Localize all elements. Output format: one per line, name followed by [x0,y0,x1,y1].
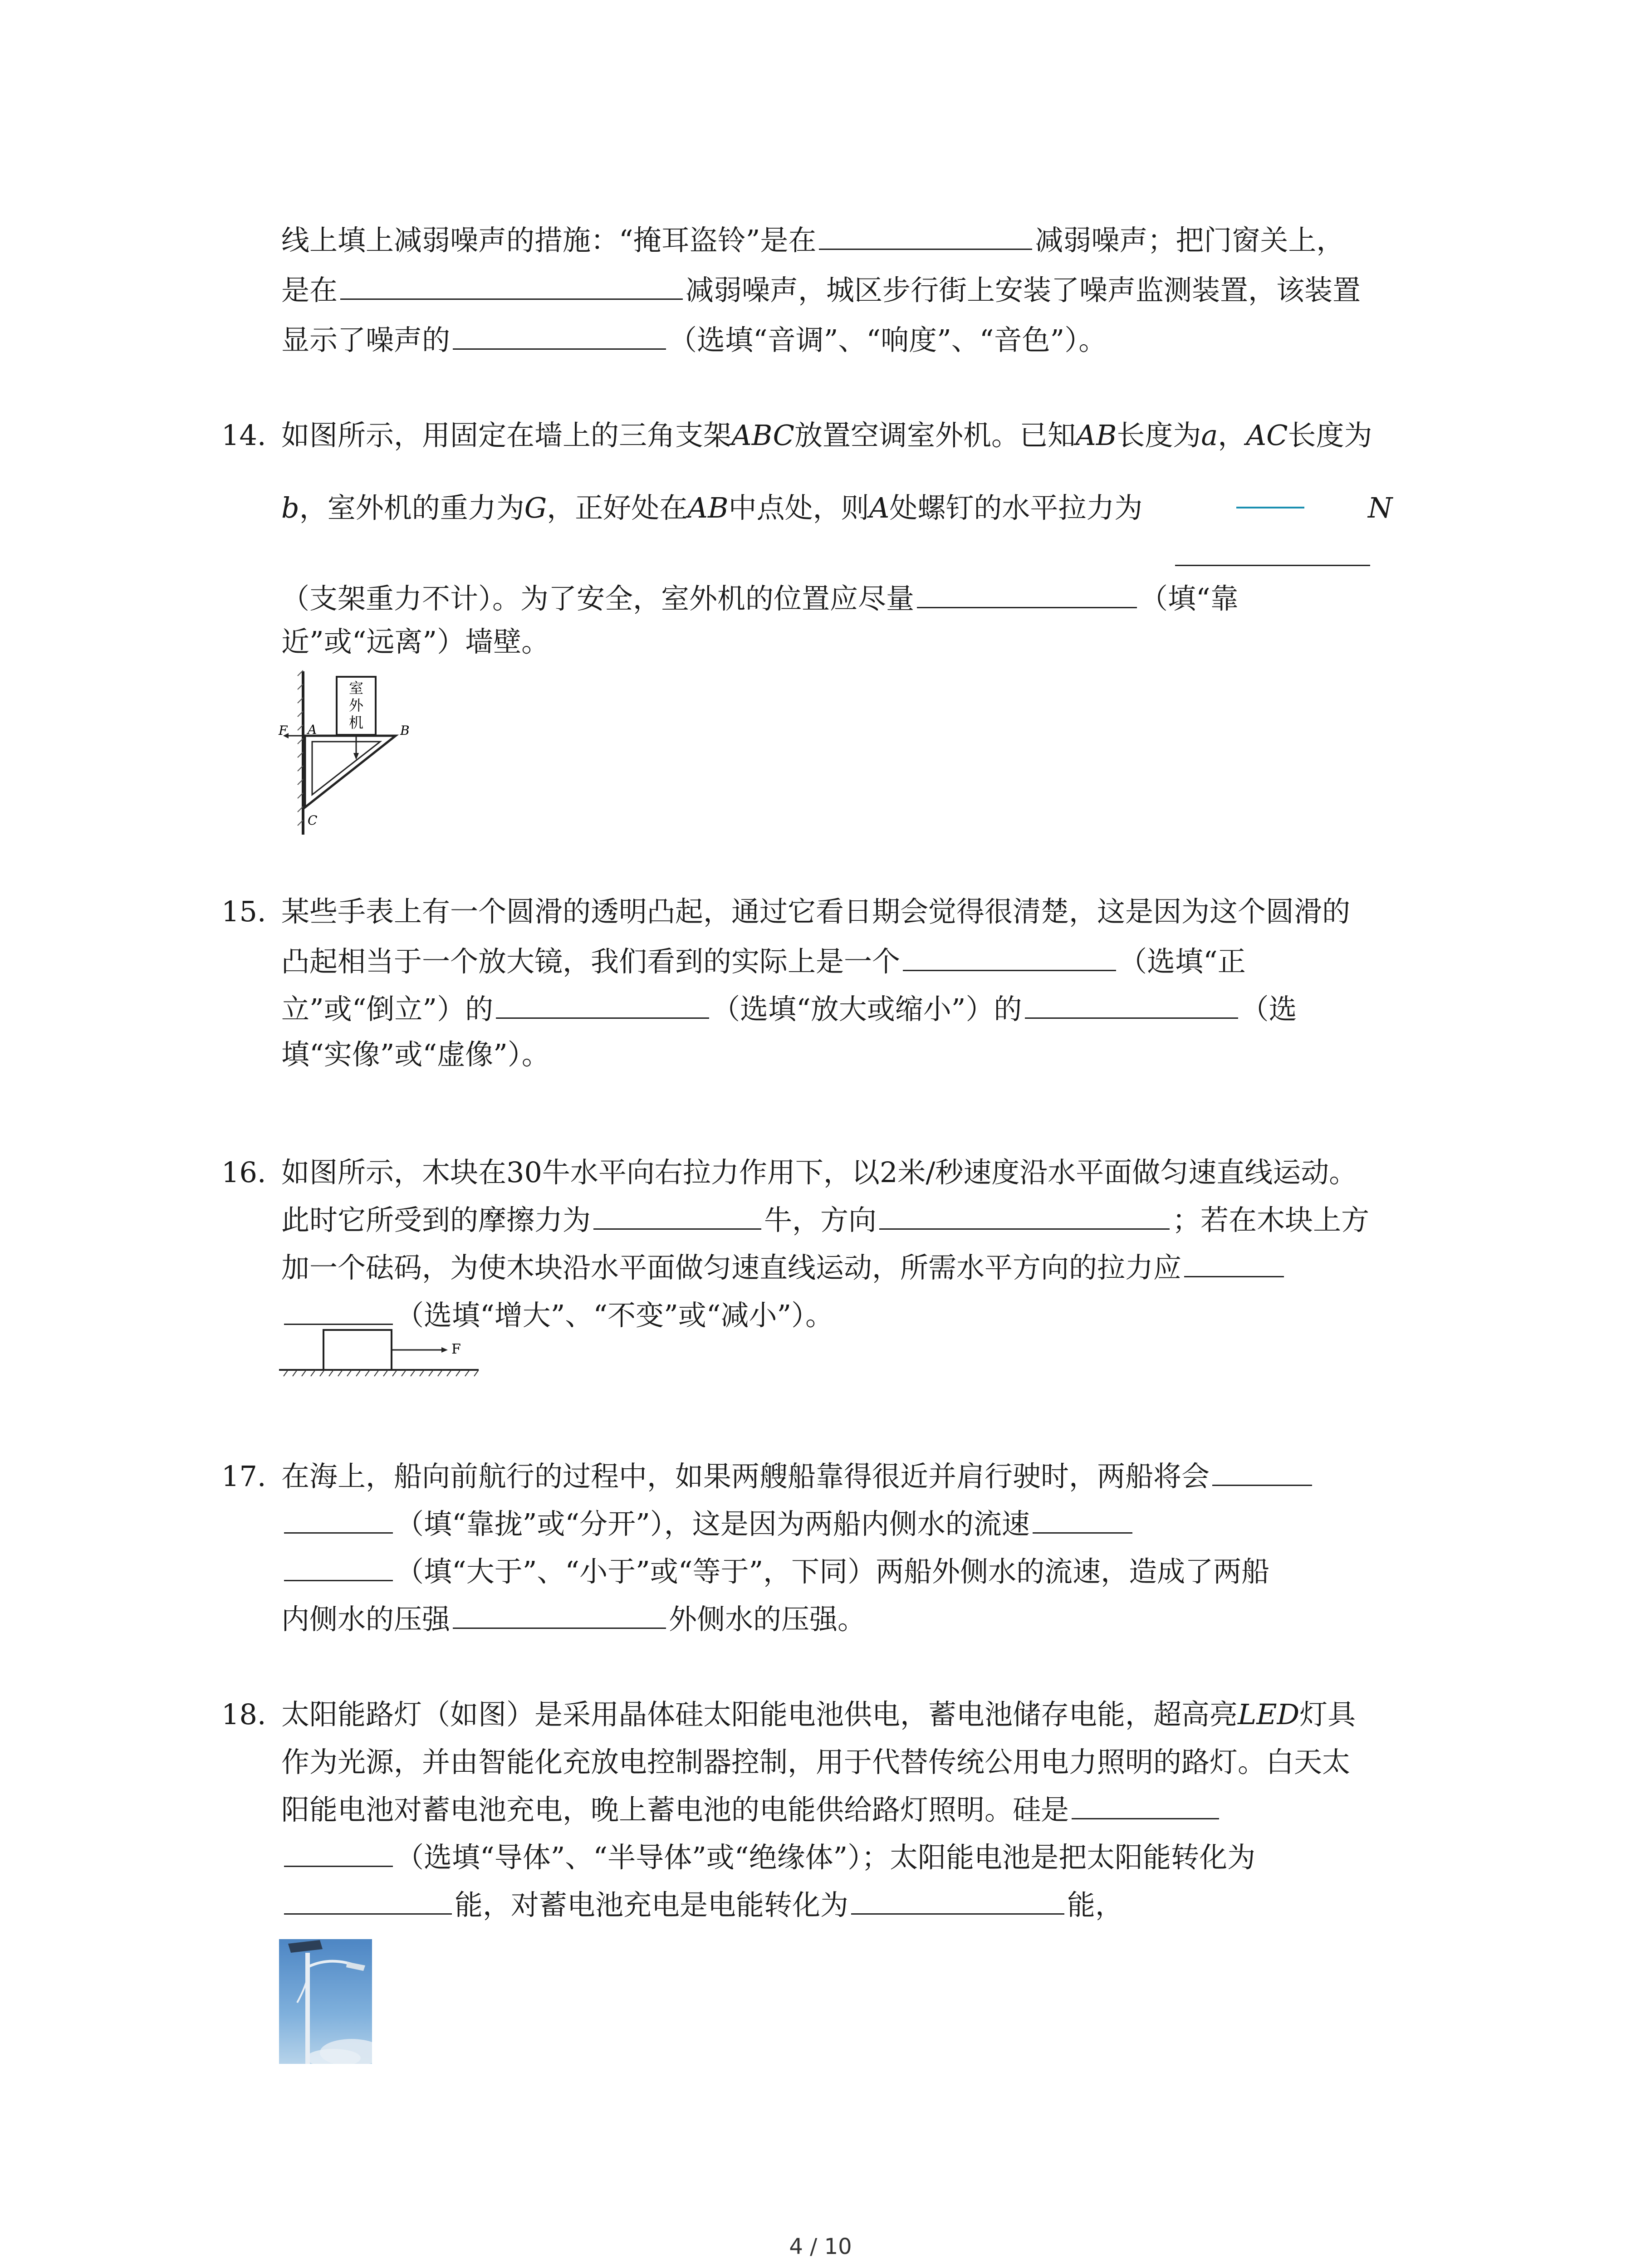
q17-text: 外侧水的压强。 [669,1603,866,1636]
question-number: 15. [221,895,266,928]
q14-text: ， [1218,419,1246,452]
q16-text: 米/秒速度沿水平面做匀速直线运动。 [897,1156,1357,1189]
answer-blank[interactable] [284,1838,393,1867]
box-label: 机 [348,714,364,731]
answer-blank[interactable] [340,270,683,300]
q15-line-1 [281,887,1432,937]
q16-text: 此时它所受到的摩擦力为 [281,1203,591,1237]
triangle-bracket [305,736,396,807]
box-label: 外 [348,697,364,714]
answer-blank[interactable] [284,1552,393,1581]
q15-text: （选 [1240,992,1297,1026]
answer-blank[interactable] [917,579,1137,608]
math-a: A [869,491,890,524]
q13-text: 是在 [281,274,338,307]
q17-line-4 [281,1594,1432,1644]
q15-text: 立”或“倒立”）的 [281,992,494,1026]
question-number: 18. [221,1698,266,1731]
q17-line-1 [281,1452,1432,1501]
answer-blank[interactable] [284,1885,452,1915]
q15-text: 某些手表上有一个圆滑的透明凸起，通过它看日期会觉得很清楚，这是因为这个圆滑的 [281,895,1351,928]
q13-text: 减弱噪声；把门窗关上， [1035,224,1345,257]
fraction-bar [1236,507,1304,508]
math-ab: AB [1075,419,1117,452]
q14-line-4 [281,617,1432,667]
q13-line-3 [281,315,1432,365]
answer-blank[interactable] [593,1200,761,1230]
math-led: LED [1238,1698,1300,1731]
answer-blank[interactable] [453,320,666,350]
q14-text: 长度为 [1288,419,1372,452]
answer-blank[interactable] [453,1599,666,1629]
unit-label: N [1368,491,1393,524]
q18-text: 作为光源，并由智能化充放电控制器控制，用于代替传统公用电力照明的路灯。白天太 [281,1745,1351,1779]
q17-line-2 [281,1499,1432,1549]
answer-blank[interactable] [819,220,1032,250]
answer-blank[interactable] [1184,1248,1284,1277]
q14-text: ，正好处在 [547,491,688,524]
q15-line-4 [281,1030,1432,1080]
q18-text: 灯具 [1299,1698,1356,1731]
math-g: G [524,491,547,524]
answer-blank[interactable] [879,1200,1170,1230]
q14-text: 如图所示，用固定在墙上的三角支架 [281,419,732,452]
math-abc: ABC [731,419,794,452]
q18-text: 能，对蓄电池充电是电能转化为 [455,1888,849,1921]
q16-text: （选填“增大”、“不变”或“减小”）。 [396,1299,834,1332]
q16-text: 加一个砝码，为使木块沿水平面做匀速直线运动，所需水平方向的拉力应 [281,1251,1182,1284]
question-number: 14. [221,419,266,452]
q18-text: 阳能电池对蓄电池充电，晚上蓄电池的电能供给路灯照明。硅是 [281,1793,1069,1826]
block-diagram [279,1325,497,1381]
q18-text: （选填“导体”、“半导体”或“绝缘体”）；太阳能电池是把太阳能转化为 [396,1841,1256,1874]
label-f: F [451,1341,461,1357]
q16-value: 2 [879,1156,898,1189]
box-label: 室 [348,679,364,697]
bracket-diagram [277,667,426,839]
q16-value: 30 [506,1156,542,1189]
label-c: C [308,813,318,828]
q17-text: 内侧水的压强 [281,1603,451,1636]
q18-line-3 [281,1785,1432,1835]
answer-blank[interactable] [1175,565,1370,566]
q16-text: 如图所示，木块在 [281,1156,507,1189]
answer-blank[interactable] [851,1885,1064,1915]
q13-line-2 [281,265,1432,315]
math-a: a [1201,419,1218,452]
q13-text: 线上填上减弱噪声的措施：“掩耳盗铃”是在 [281,224,817,257]
q13-text: 显示了噪声的 [281,323,451,357]
math-b: b [281,491,299,524]
q14-line-1 [281,411,1432,460]
q14-text: 中点处，则 [728,491,869,524]
q16-text: ；若在木块上方 [1172,1203,1370,1237]
answer-blank[interactable] [1025,989,1238,1019]
q16-line-2 [281,1195,1432,1245]
q17-text: （填“靠拢”或“分开”），这是因为两船内侧水的流速 [396,1507,1030,1540]
q14-text: （填“靠 [1140,582,1239,615]
q14-text: ，室外机的重力为 [299,491,524,524]
q14-text: 近”或“远离”）墙壁。 [281,625,550,658]
q16-line-1 [281,1148,1432,1198]
q18-text: 太阳能路灯（如图）是采用晶体硅太阳能电池供电，蓄电池储存电能，超高亮 [281,1698,1238,1731]
answer-blank[interactable] [284,1295,393,1325]
q14-text: 处螺钉的水平拉力为 [889,491,1143,524]
label-a: A [308,722,317,737]
lamp-pole [305,1953,310,2064]
question-number: 16. [221,1156,266,1189]
answer-blank[interactable] [1033,1504,1132,1534]
triangle-inner [312,742,380,795]
answer-blank[interactable] [1212,1457,1312,1486]
q18-line-2 [281,1737,1432,1787]
math-ab: AB [687,491,729,524]
q16-text: 牛，方向 [764,1203,877,1237]
q14-text: 放置空调室外机。已知 [794,419,1076,452]
q14-text: 长度为 [1117,419,1201,452]
q15-text: （选填“放大或缩小”）的 [712,992,1022,1026]
solar-streetlight-photo [279,1939,372,2064]
answer-blank[interactable] [284,1504,393,1534]
q14-text: （支架重力不计）。为了安全，室外机的位置应尽量 [281,582,915,615]
q14-line-3 [281,574,1432,624]
q18-line-5 [281,1880,1432,1930]
q16-line-3 [281,1243,1432,1293]
answer-blank[interactable] [496,989,709,1019]
q16-text: 牛水平向右拉力作用下，以 [542,1156,880,1189]
q18-text: 能， [1067,1888,1124,1921]
label-b: B [400,723,410,738]
label-f: F [279,723,288,738]
answer-blank[interactable] [1072,1790,1219,1819]
q17-line-3 [281,1547,1432,1597]
question-number: 17. [221,1460,266,1493]
q13-text: 减弱噪声，城区步行街上安装了噪声监测装置，该装置 [686,274,1361,307]
q15-text: 填“实像”或“虚像”）。 [281,1038,550,1071]
q15-text: （选填“正 [1119,945,1246,978]
math-ac: AC [1246,419,1288,452]
page-number: 4 / 10 [789,2234,852,2259]
q13-text: （选填“音调”、“响度”、“音色”）。 [669,323,1107,357]
q17-text: （填“大于”、“小于”或“等于”，下同）两船外侧水的流速，造成了两船 [396,1555,1270,1588]
q18-line-1 [281,1690,1432,1740]
q18-line-4 [281,1833,1432,1882]
q15-text: 凸起相当于一个放大镜，我们看到的实际上是一个 [281,945,901,978]
wooden-block [323,1330,392,1370]
answer-blank[interactable] [903,942,1116,971]
q15-line-2 [281,937,1432,987]
q15-line-3 [281,984,1432,1034]
q17-text: 在海上，船向前航行的过程中，如果两艘船靠得很近并肩行驶时，两船将会 [281,1460,1210,1493]
q13-line-1 [281,215,1432,265]
